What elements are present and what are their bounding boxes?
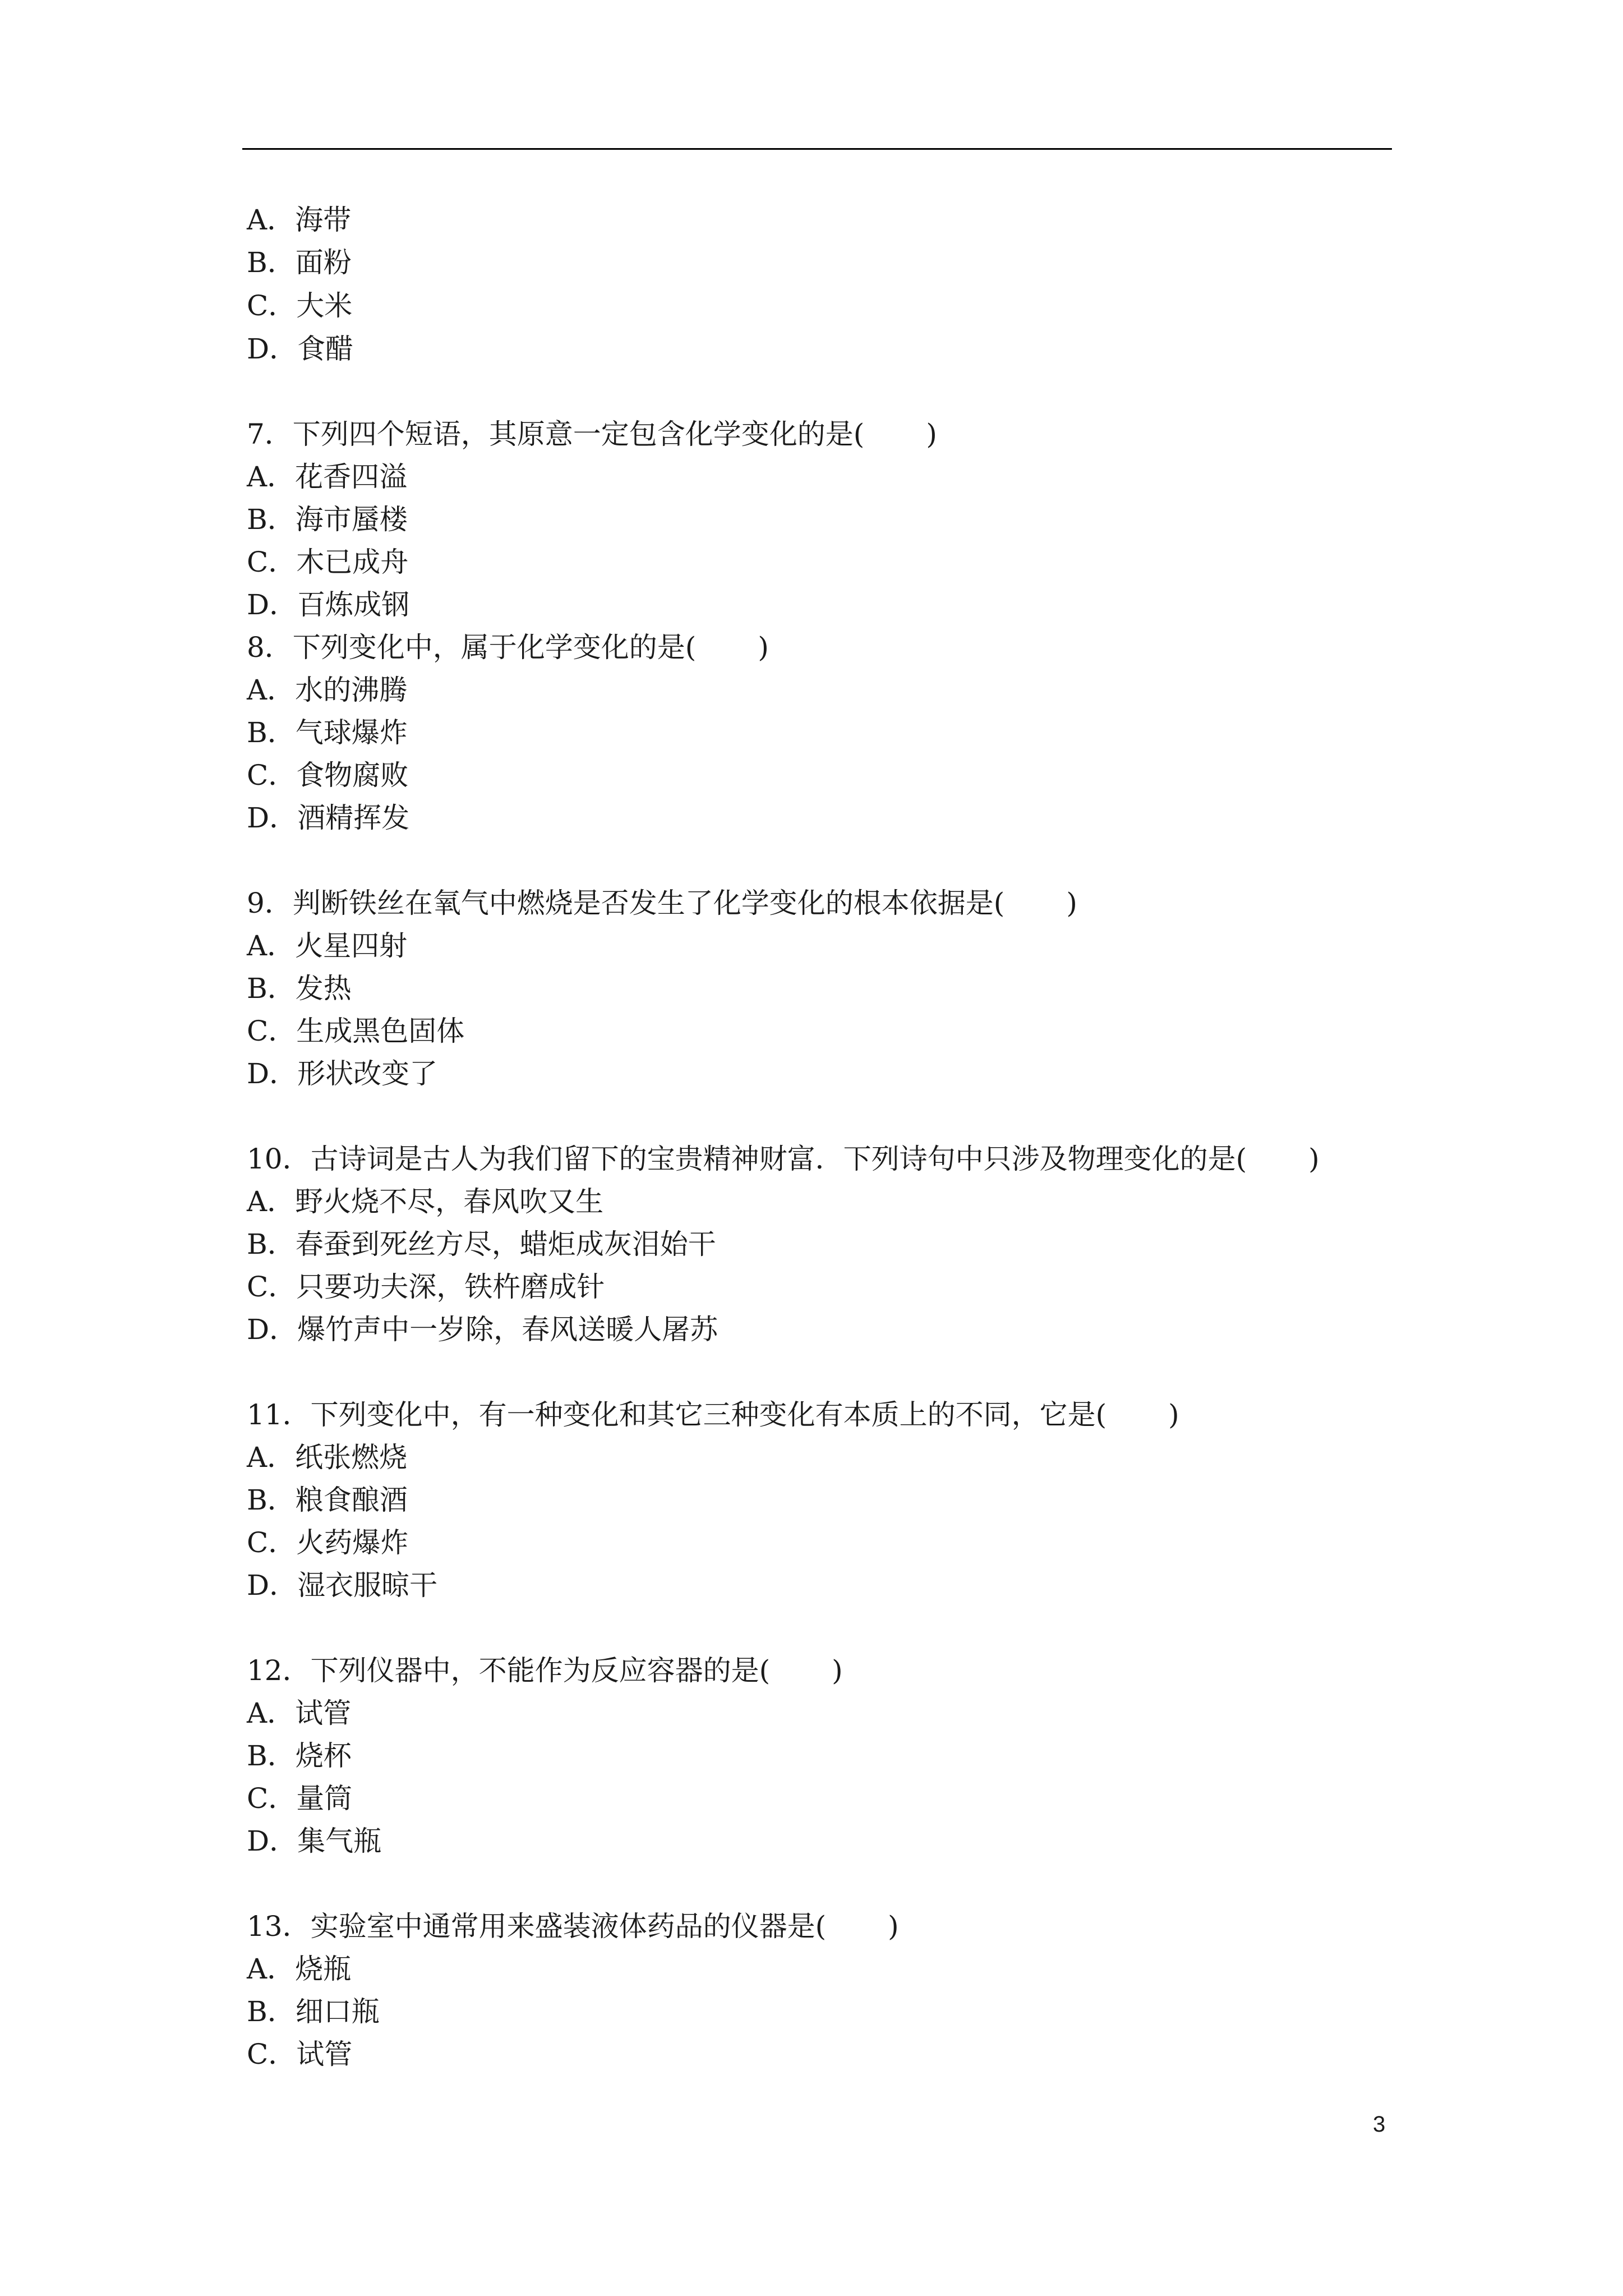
option-line: B．面粉: [247, 246, 352, 279]
option-line: A．花香四溢: [247, 461, 408, 493]
question-stem: [247, 629, 769, 665]
page-number: 3: [1373, 2112, 1386, 2137]
option-line: A．海带: [247, 204, 352, 236]
option-line: C．大米: [247, 289, 353, 322]
option-line: A．烧瓶: [247, 1953, 352, 1985]
question-stem-text: 9．判断铁丝在氧气中燃烧是否发生了化学变化的根本依据是(: [247, 887, 1005, 919]
close-paren: ): [1168, 1398, 1179, 1431]
question-stem: [247, 416, 937, 452]
option-line: B．发热: [247, 972, 352, 1005]
question-stem: [247, 1908, 899, 1944]
close-paren: ): [888, 1910, 899, 1943]
question-stem: [247, 1397, 1179, 1433]
close-paren: ): [1308, 1143, 1320, 1175]
option-line: D．湿衣服晾干: [247, 1569, 438, 1602]
option-line: C．食物腐败: [247, 759, 409, 792]
question-stem-text: 8．下列变化中，属于化学变化的是(: [247, 631, 697, 664]
option-line: B．气球爆炸: [247, 716, 408, 749]
question-stem-text: 11．下列变化中，有一种变化和其它三种变化有本质上的不同，它是(: [247, 1398, 1107, 1431]
option-line: B．海市蜃楼: [247, 503, 408, 536]
question-stem-text: 10．古诗词是古人为我们留下的宝贵精神财富．下列诗句中只涉及物理变化的是(: [247, 1143, 1247, 1175]
question-stem: [247, 885, 1077, 921]
close-paren: ): [832, 1654, 843, 1687]
option-line: A．纸张燃烧: [247, 1441, 408, 1474]
close-paren: ): [758, 631, 769, 664]
option-line: D．形状改变了: [247, 1057, 438, 1090]
question-stem-text: 13．实验室中通常用来盛装液体药品的仪器是(: [247, 1910, 827, 1943]
option-line: C．火药爆炸: [247, 1526, 409, 1559]
question-stem: [247, 1141, 1320, 1177]
option-line: A．火星四射: [247, 930, 408, 962]
option-line: C．量筒: [247, 1782, 353, 1815]
option-line: C．只要功夫深，铁杵磨成针: [247, 1271, 605, 1303]
option-line: C．试管: [247, 2038, 353, 2070]
option-line: D．集气瓶: [247, 1825, 382, 1857]
close-paren: ): [926, 418, 937, 450]
option-line: B．烧杯: [247, 1740, 352, 1772]
option-line: D．酒精挥发: [247, 802, 410, 834]
close-paren: ): [1066, 887, 1077, 919]
option-line: A．水的沸腾: [247, 674, 408, 706]
header-rule: [242, 148, 1392, 150]
option-line: C．生成黑色固体: [247, 1015, 465, 1047]
option-line: C．木已成舟: [247, 546, 409, 578]
option-line: B．春蚕到死丝方尽，蜡炬成灰泪始干: [247, 1228, 716, 1260]
option-line: A．野火烧不尽，春风吹又生: [247, 1185, 604, 1218]
option-line: D．爆竹声中一岁除，春风送暖人屠苏: [247, 1313, 718, 1346]
option-line: D．食醋: [247, 333, 354, 365]
question-stem-text: 12．下列仪器中，不能作为反应容器的是(: [247, 1654, 771, 1687]
option-line: B．细口瓶: [247, 1995, 380, 2028]
option-line: D．百炼成钢: [247, 588, 410, 621]
option-line: B．粮食酿酒: [247, 1484, 408, 1516]
option-line: A．试管: [247, 1697, 352, 1729]
question-stem-text: 7．下列四个短语，其原意一定包含化学变化的是(: [247, 418, 865, 450]
question-stem: [247, 1653, 843, 1688]
